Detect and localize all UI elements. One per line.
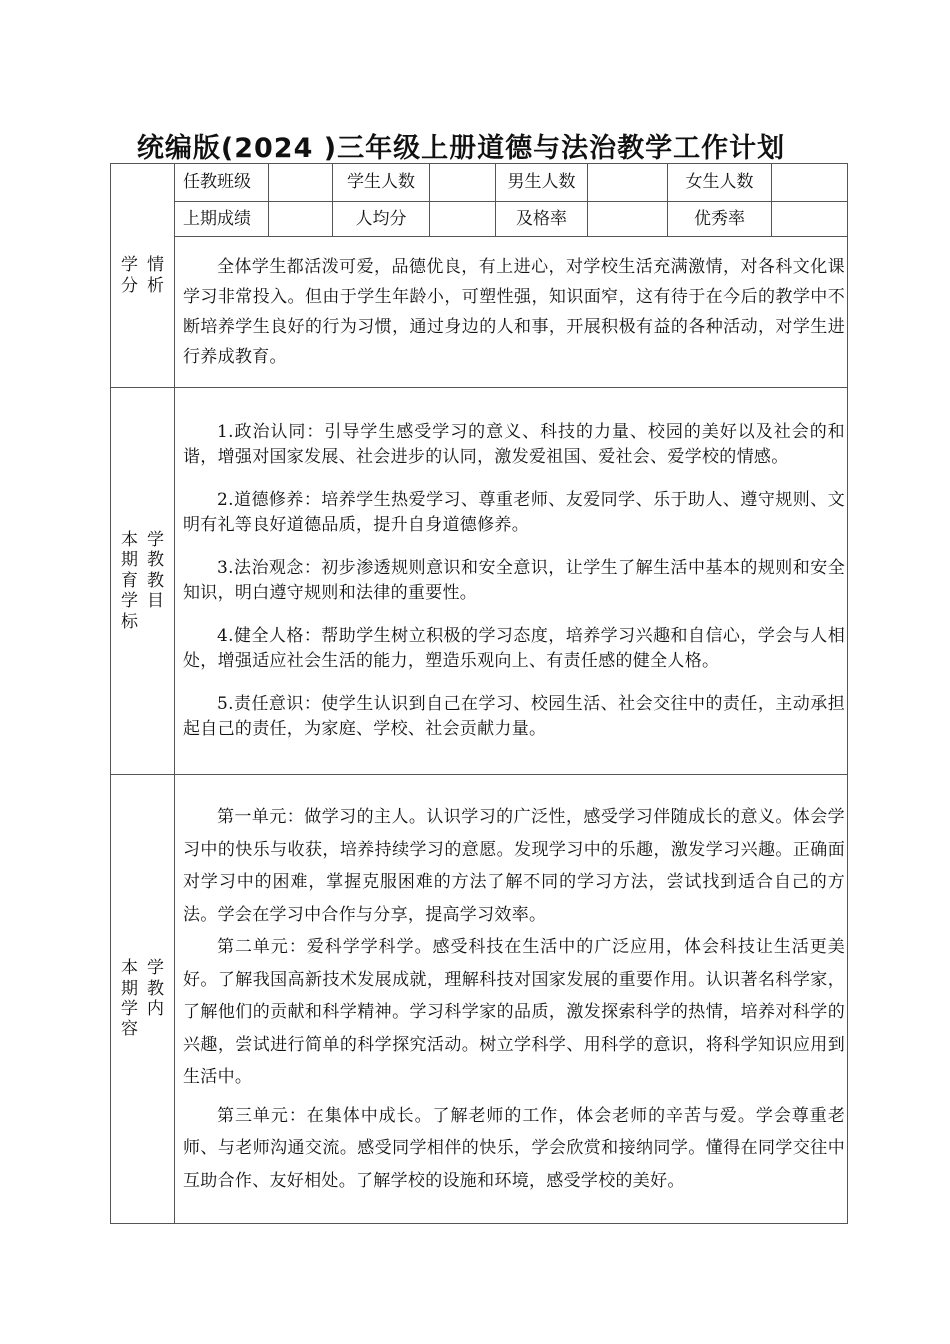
value-girl-count xyxy=(772,164,848,202)
label-average-score: 人均分 xyxy=(333,202,430,237)
plan-table xyxy=(110,163,848,1224)
goals-label: 本学期教育教学目标 xyxy=(121,530,164,632)
analysis-row xyxy=(111,237,848,388)
label-girl-count: 女生人数 xyxy=(668,164,772,202)
content-item: 第二单元：爱科学学科学。感受科技在生活中的广泛应用，体会科技让生活更美好。了解我国高新技术发展成就，理解科技对国家发展的重要作用。认识著名科学家，了解他们的贡献和科学精神。学习科学家的品质，激发探索科学的热情，培养对科学的兴趣，尝试进行简单的科学探究活动。树立学科学、用科学的意识，将科学知识应用到生活中。 xyxy=(183,937,845,1087)
goal-item: 3.法治观念：初步渗透规则意识和安全意识，让学生了解生活中基本的规则和安全知识，明白遵守规则和法律的重要性。 xyxy=(183,557,845,603)
value-excellent-rate xyxy=(772,202,848,237)
document-title: 统编版(2024 )三年级上册道德与法治教学工作计划 xyxy=(136,133,786,164)
goal-item: 2.道德修养：培养学生热爱学习、尊重老师、友爱同学、乐于助人、遵守规则、文明有礼等良好道德品质，提升自身道德修养。 xyxy=(183,489,845,535)
analysis-label: 学情分析 xyxy=(121,255,164,296)
goals-row xyxy=(111,388,848,775)
goal-item: 1.政治认同：引导学生感受学习的意义、科技的力量、校园的美好以及社会的和谐，增强对国家发展、社会进步的认同，激发爱祖国、爱社会、爱学校的情感。 xyxy=(183,421,845,467)
info-row-1 xyxy=(111,164,848,202)
goals-cell xyxy=(175,388,848,775)
analysis-cell xyxy=(175,237,848,388)
content-cell xyxy=(175,775,848,1224)
value-last-score xyxy=(269,202,333,237)
label-teaching-class: 任教班级 xyxy=(175,164,269,202)
content-label-cell xyxy=(111,775,175,1224)
value-pass-rate xyxy=(588,202,668,237)
content-item: 第三单元：在集体中成长。了解老师的工作，体会老师的辛苦与爱。学会尊重老师、与老师沟通交流。感受同学相伴的快乐，学会欣赏和接纳同学。懂得在同学交往中互助合作、友好相处。了解学校的设施和环境，感受学校的美好。 xyxy=(183,1105,845,1191)
label-last-score: 上期成绩 xyxy=(175,202,269,237)
value-student-count xyxy=(430,164,496,202)
value-boy-count xyxy=(588,164,668,202)
label-boy-count: 男生人数 xyxy=(496,164,588,202)
goal-item: 4.健全人格：帮助学生树立积极的学习态度，培养学习兴趣和自信心，学会与人相处，增强适应社会生活的能力，塑造乐观向上、有责任感的健全人格。 xyxy=(183,625,845,671)
info-row-2 xyxy=(111,202,848,237)
value-average-score xyxy=(430,202,496,237)
goal-item: 5.责任意识：使学生认识到自己在学习、校园生活、社会交往中的责任，主动承担起自己的责任，为家庭、学校、社会贡献力量。 xyxy=(183,693,845,739)
value-teaching-class xyxy=(269,164,333,202)
content-item: 第一单元：做学习的主人。认识学习的广泛性，感受学习伴随成长的意义。体会学习中的快乐与收获，培养持续学习的意愿。发现学习中的乐趣，激发学习兴趣。正确面对学习中的困难，掌握克服困难的方法了解不同的学习方法，尝试找到适合自己的方法。学会在学习中合作与分享，提高学习效率。 xyxy=(183,807,845,925)
label-student-count: 学生人数 xyxy=(333,164,430,202)
label-pass-rate: 及格率 xyxy=(496,202,588,237)
content-row xyxy=(111,775,848,1224)
analysis-text: 全体学生都活泼可爱，品德优良，有上进心，对学校生活充满激情，对各科文化课学习非常投入。但由于学生年龄小，可塑性强，知识面窄，这有待于在今后的教学中不断培养学生良好的行为习惯，通过身边的人和事，开展积极有益的各种活动，对学生进行养成教育。 xyxy=(183,257,845,367)
goals-label-cell xyxy=(111,388,175,775)
analysis-label-cell xyxy=(111,164,175,388)
content-label: 本学期教学内容 xyxy=(121,958,164,1040)
label-excellent-rate: 优秀率 xyxy=(668,202,772,237)
